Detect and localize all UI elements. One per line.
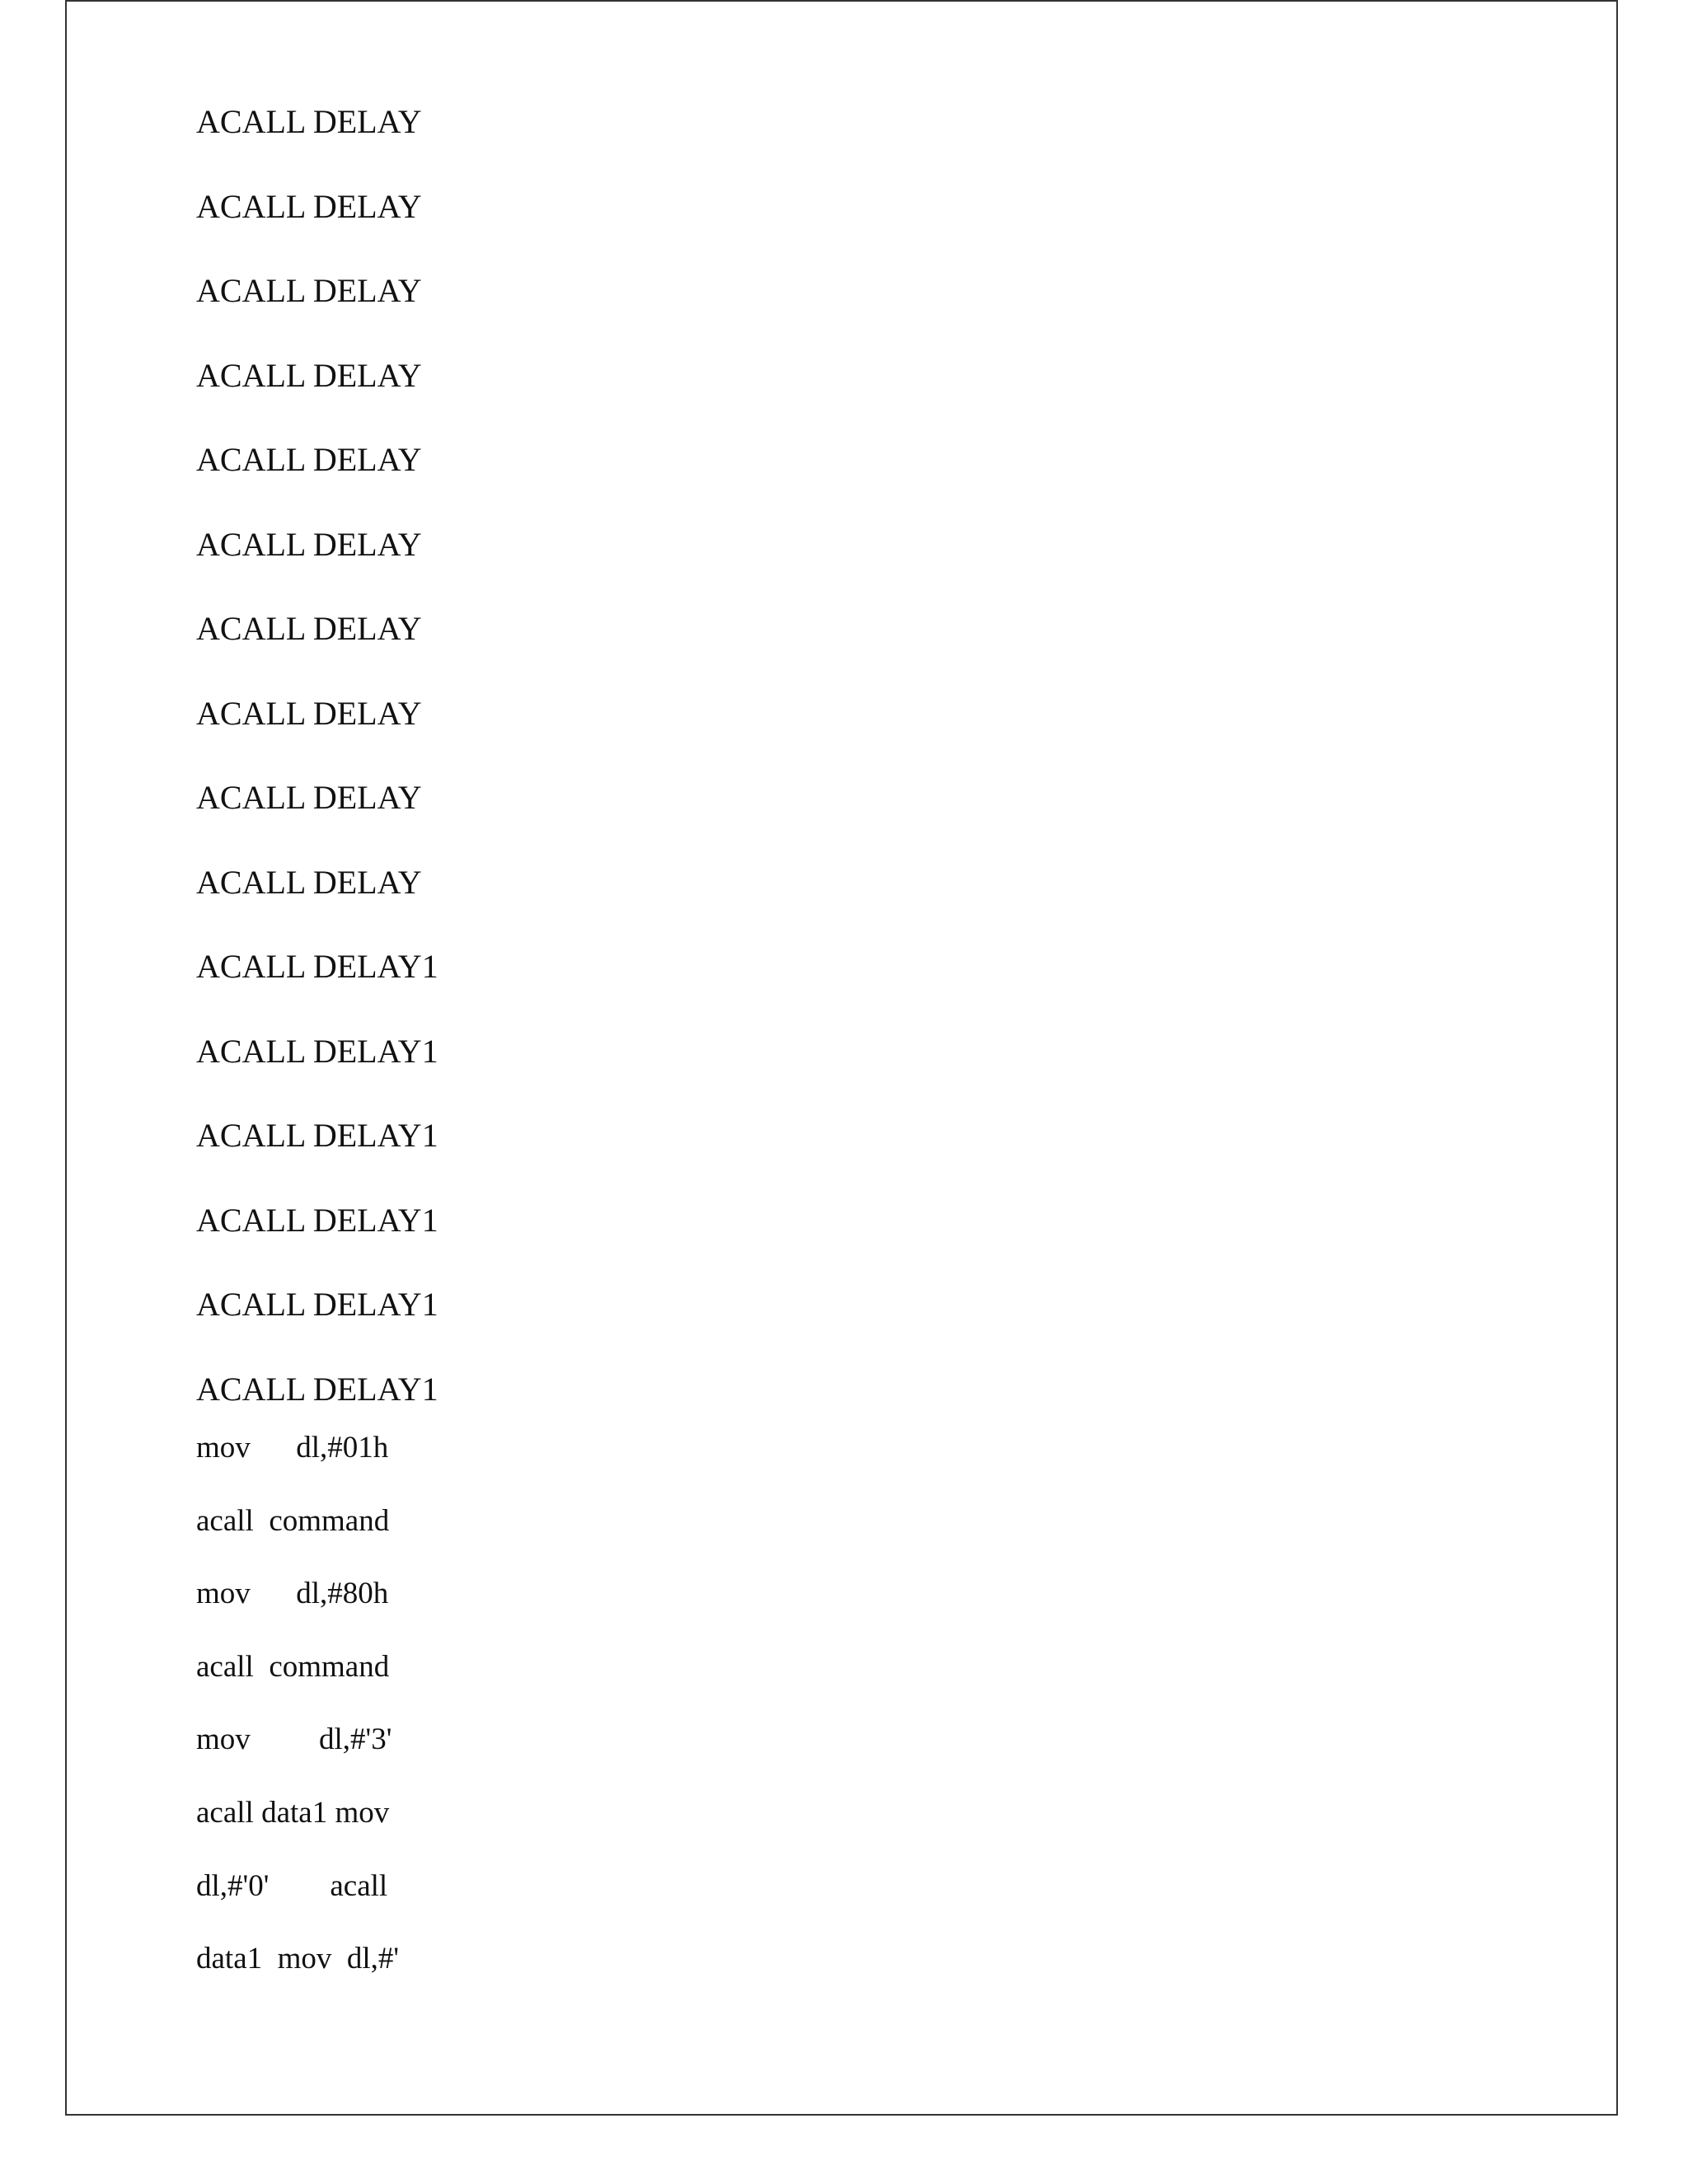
- code-line: mov dl,#80h: [196, 1577, 389, 1611]
- code-line: ACALL DELAY: [196, 103, 422, 140]
- code-line: ACALL DELAY1: [196, 1117, 438, 1154]
- code-line: ACALL DELAY: [196, 441, 422, 478]
- code-line: ACALL DELAY: [196, 272, 422, 309]
- code-line: ACALL DELAY: [196, 187, 422, 225]
- code-line: ACALL DELAY: [196, 694, 422, 732]
- code-line: acall command: [196, 1649, 390, 1684]
- code-line: ACALL DELAY: [196, 610, 422, 647]
- code-line: data1 mov dl,#': [196, 1942, 400, 1976]
- code-line: acall data1 mov: [196, 1795, 390, 1830]
- code-line: ACALL DELAY: [196, 525, 422, 563]
- code-line: ACALL DELAY1: [196, 1370, 438, 1408]
- code-line: ACALL DELAY: [196, 863, 422, 901]
- code-line: dl,#'0' acall: [196, 1868, 388, 1903]
- code-line: ACALL DELAY1: [196, 1286, 438, 1323]
- code-line: acall command: [196, 1503, 390, 1538]
- code-line: ACALL DELAY: [196, 779, 422, 816]
- code-line: mov dl,#01h: [196, 1431, 389, 1465]
- code-line: ACALL DELAY1: [196, 1032, 438, 1070]
- code-line: ACALL DELAY: [196, 356, 422, 394]
- code-line: mov dl,#'3': [196, 1722, 392, 1757]
- code-line: ACALL DELAY1: [196, 948, 438, 985]
- acall-delay-listing: [196, 96, 438, 1448]
- lcd-command-listing: [196, 1423, 399, 2008]
- code-line: ACALL DELAY1: [196, 1201, 438, 1239]
